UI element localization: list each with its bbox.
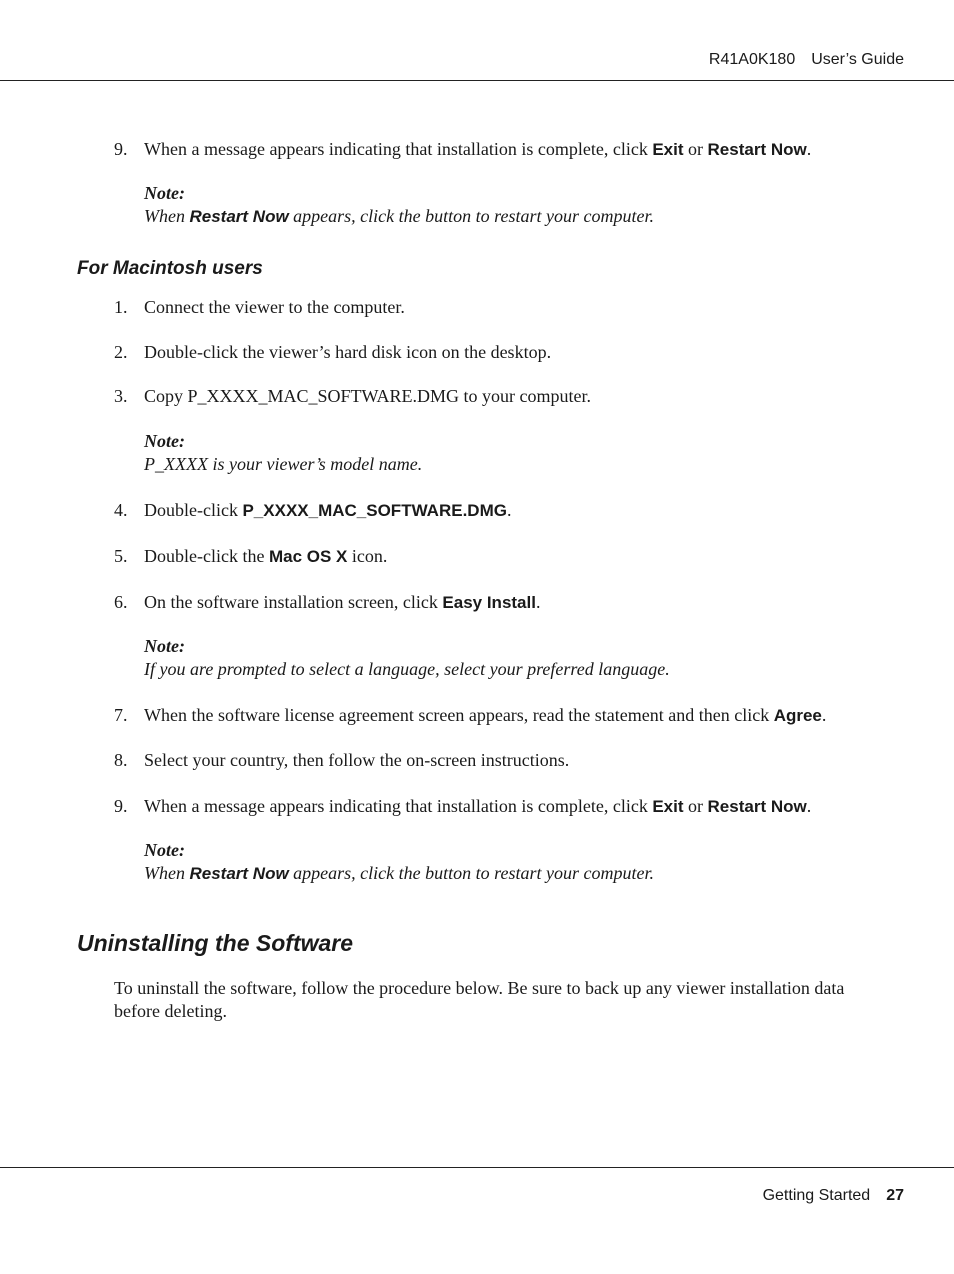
mac-step-8: 8. Select your country, then follow the on-screen instructions. [114, 750, 570, 770]
win-step-9: 9. When a message appears indicating that installation is complete, click Exit or Restart Now. [114, 139, 812, 159]
restart-now-label: Restart Now [707, 140, 807, 159]
footer-section: Getting Started [762, 1187, 871, 1204]
mac-note-1: Note: P_XXXX is your viewer’s model name. [144, 431, 423, 474]
doc-id: R41A0K180 [708, 51, 796, 68]
footer-rule [0, 1167, 954, 1168]
header-rule [0, 80, 954, 81]
exit-label: Exit [652, 140, 684, 159]
page-footer [763, 1187, 904, 1205]
mac-step-9: 9. When a message appears indicating that installation is complete, click Exit or Restart Now. [114, 796, 812, 816]
uninstall-title: Uninstalling the Software [77, 930, 354, 956]
mac-step-1: 1. Connect the viewer to the computer. [114, 297, 405, 317]
mac-step-7: 7. When the software license agreement screen appears, read the statement and then click Agree. [114, 705, 827, 725]
page-number: 27 [886, 1187, 904, 1204]
win-note: Note: When Restart Now appears, click the button to restart your computer. [144, 183, 654, 226]
guide-title: User’s Guide [811, 51, 904, 68]
mac-step-3: 3. Copy P_XXXX_MAC_SOFTWARE.DMG to your computer. [114, 386, 592, 406]
mac-step-5: 5. Double-click the Mac OS X icon. [114, 546, 388, 566]
mac-note-2: Note: If you are prompted to select a language, select your preferred language. [144, 636, 670, 679]
uninstall-intro: To uninstall the software, follow the procedure below. Be sure to back up any viewer installation data before deleting. [114, 978, 845, 1021]
mac-note-3: Note: When Restart Now appears, click the button to restart your computer. [144, 840, 654, 883]
mac-step-2: 2. Double-click the viewer’s hard disk icon on the desktop. [114, 342, 552, 362]
mac-heading: For Macintosh users [77, 258, 263, 279]
mac-step-6: 6. On the software installation screen, click Easy Install. [114, 592, 541, 612]
mac-step-4: 4. Double-click P_XXXX_MAC_SOFTWARE.DMG. [114, 500, 512, 520]
page-header [709, 51, 904, 69]
